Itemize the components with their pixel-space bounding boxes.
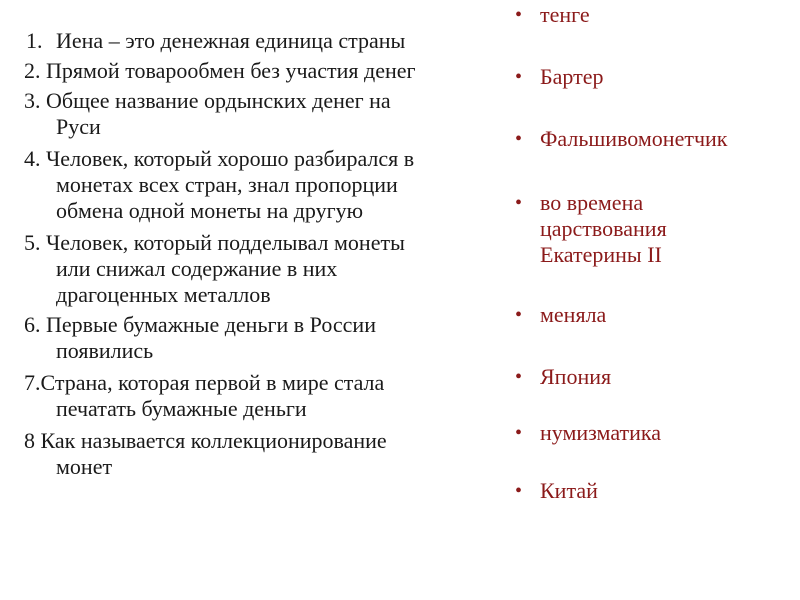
question-5 <box>24 230 405 308</box>
answer-6 <box>515 364 611 390</box>
answer-text: Китай <box>540 478 598 503</box>
question-text: Как называется коллекционирование <box>40 428 387 453</box>
question-number: 5. <box>24 230 41 255</box>
answer-text: во времена <box>540 190 644 215</box>
question-text: Человек, который подделывал монеты <box>46 230 405 255</box>
answer-text: Япония <box>540 364 612 389</box>
answer-1 <box>515 2 590 28</box>
bullet-icon: • <box>515 128 523 150</box>
question-8 <box>24 428 387 480</box>
answer-text: тенге <box>540 2 590 27</box>
question-number: 4. <box>24 146 41 171</box>
bullet-icon: • <box>515 422 523 444</box>
bullet-icon: • <box>515 480 523 502</box>
answer-7 <box>515 420 661 446</box>
question-text-continued: монетах всех стран, знал пропорции <box>56 172 398 197</box>
question-text-continued: драгоценных металлов <box>56 282 271 307</box>
answer-text: меняла <box>540 302 607 327</box>
answer-text-continued: царствования <box>540 216 667 241</box>
bullet-icon: • <box>515 304 523 326</box>
answer-text: Фальшивомонетчик <box>540 126 728 151</box>
answer-text: Бартер <box>540 64 604 89</box>
bullet-icon: • <box>515 192 523 214</box>
answer-8 <box>515 478 598 504</box>
question-text: Человек, который хорошо разбирался в <box>46 146 415 171</box>
answer-text: нумизматика <box>540 420 662 445</box>
question-6 <box>24 312 376 364</box>
question-2 <box>24 58 416 84</box>
answers-list <box>505 0 800 600</box>
question-number: 1. <box>26 28 43 53</box>
question-7 <box>24 370 384 422</box>
answer-2 <box>515 64 604 90</box>
question-text-continued: печатать бумажные деньги <box>56 396 307 421</box>
answer-text-continued: Екатерины II <box>540 242 662 267</box>
question-number: 6. <box>24 312 41 337</box>
question-text: Общее название ордынских денег на <box>46 88 391 113</box>
question-text: Иена – это денежная единица страны <box>56 28 406 53</box>
question-text-continued: появились <box>56 338 154 363</box>
question-text-continued: монет <box>56 454 113 479</box>
question-number: 3. <box>24 88 41 113</box>
question-text: Первые бумажные деньги в России <box>46 312 376 337</box>
question-number: 8 <box>24 428 35 453</box>
answer-4 <box>515 190 667 268</box>
question-text-continued: обмена одной монеты на другую <box>56 198 364 223</box>
question-text: Страна, которая первой в мире стала <box>40 370 385 395</box>
question-number: 2. <box>24 58 41 83</box>
question-3 <box>24 88 391 140</box>
question-4 <box>24 146 414 224</box>
question-text: Прямой товарообмен без участия денег <box>46 58 416 83</box>
question-text-continued: или снижал содержание в них <box>56 256 338 281</box>
question-text-continued: Руси <box>56 114 101 139</box>
bullet-icon: • <box>515 66 523 88</box>
bullet-icon: • <box>515 366 523 388</box>
answer-5 <box>515 302 606 328</box>
bullet-icon: • <box>515 4 523 26</box>
question-number: 7. <box>24 370 41 395</box>
question-1 <box>26 28 405 54</box>
answer-3 <box>515 126 727 152</box>
